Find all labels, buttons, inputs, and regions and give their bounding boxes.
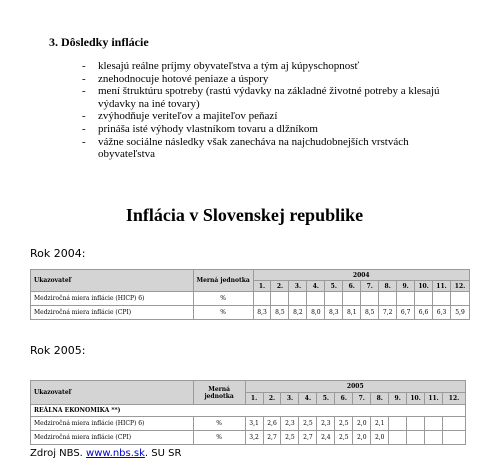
month-header: 4. xyxy=(307,281,325,292)
row-label: Medziročná miera inflácie (CPI) xyxy=(31,306,194,320)
source-suffix: . SU SR xyxy=(144,448,182,459)
table-cell xyxy=(289,292,307,306)
column-header-indicator: Ukazovateľ xyxy=(31,270,194,292)
month-header: 6. xyxy=(335,393,353,405)
table-cell: 3,2 xyxy=(245,431,263,445)
page-title: Inflácia v Slovenskej republike xyxy=(125,205,364,225)
table-cell: 6,7 xyxy=(397,306,415,320)
table-row xyxy=(31,306,470,320)
table-cell: 8,5 xyxy=(361,306,379,320)
month-header: 9. xyxy=(389,393,407,405)
table-cell: 5,9 xyxy=(451,306,470,320)
row-label: Medziročná miera inflácie (HICP) 6) xyxy=(31,292,194,306)
row-label: Medziročná miera inflácie (CPI) xyxy=(31,431,194,445)
table-cell: 2,1 xyxy=(371,417,389,431)
nbs-link[interactable]: www.nbs.sk xyxy=(86,448,145,459)
table-cell xyxy=(343,292,361,306)
table-cell xyxy=(379,292,397,306)
list-item: - klesajú reálne príjmy obyvateľstva a tým aj kúpyschopnosť xyxy=(82,60,360,72)
month-header: 10. xyxy=(407,393,425,405)
month-header: 12. xyxy=(443,393,466,405)
column-header-year: 2005 xyxy=(245,381,465,393)
month-header: 1. xyxy=(245,393,263,405)
table-cell xyxy=(407,431,425,445)
month-header: 6. xyxy=(343,281,361,292)
table-cell: 8,1 xyxy=(343,306,361,320)
table-cell xyxy=(451,292,470,306)
month-header: 5. xyxy=(325,281,343,292)
table-cell: 2,5 xyxy=(335,417,353,431)
table-cell xyxy=(443,431,466,445)
list-item: - znehodnocuje hotové peniaze a úspory xyxy=(82,72,269,85)
table-cell xyxy=(389,417,407,431)
column-header-indicator: Ukazovateľ xyxy=(31,381,194,405)
table-cell: 2,5 xyxy=(335,431,353,445)
inflation-table-2005 xyxy=(30,380,466,445)
table-cell xyxy=(407,417,425,431)
table-cell: 2,0 xyxy=(353,417,371,431)
table-cell xyxy=(307,292,325,306)
section-row-label: REÁLNA EKONOMIKA **) xyxy=(31,405,466,417)
inflation-table-2004 xyxy=(30,269,470,320)
table-cell xyxy=(397,292,415,306)
month-header: 2. xyxy=(271,281,289,292)
month-header: 12. xyxy=(451,281,470,292)
column-header-year: 2004 xyxy=(253,270,469,281)
year-2004-label: Rok 2004: xyxy=(30,247,86,260)
list-item: - vážne sociálne následky však zanecháva na najchudobnejších vrstvách obyvateľstva xyxy=(82,135,409,161)
table-row xyxy=(31,417,466,431)
month-header: 7. xyxy=(353,393,371,405)
table-cell xyxy=(425,417,443,431)
table-cell xyxy=(253,292,271,306)
table-cell: 2,5 xyxy=(281,431,299,445)
table-cell: 2,6 xyxy=(263,417,281,431)
source-note xyxy=(30,448,181,459)
consequences-list xyxy=(82,60,468,161)
table-cell: 8,5 xyxy=(271,306,289,320)
row-unit: % xyxy=(193,292,253,306)
list-item: - zvýhodňuje veriteľov a majiteľov peňazí xyxy=(82,110,278,123)
table-cell: 2,7 xyxy=(299,431,317,445)
table-cell: 2,7 xyxy=(263,431,281,445)
table-row xyxy=(31,431,466,445)
row-unit: % xyxy=(193,306,253,320)
table-cell xyxy=(271,292,289,306)
list-item: - mení štruktúru spotreby (rastú výdavky na základné životné potreby a klesajú výdavky na iné tovary) xyxy=(82,85,440,110)
table-cell: 2,3 xyxy=(317,417,335,431)
row-unit: % xyxy=(193,417,245,431)
table-cell: 2,5 xyxy=(299,417,317,431)
table-cell: 8,0 xyxy=(307,306,325,320)
source-prefix: Zdroj NBS. xyxy=(30,448,87,459)
table-cell xyxy=(415,292,433,306)
month-header: 1. xyxy=(253,281,271,292)
list-item: - prináša isté výhody vlastníkom tovaru a dlžníkom xyxy=(82,122,318,135)
table-cell xyxy=(443,417,466,431)
row-unit: % xyxy=(193,431,245,445)
table-cell: 2,3 xyxy=(281,417,299,431)
month-header: 11. xyxy=(433,281,451,292)
table-cell xyxy=(361,292,379,306)
month-header: 8. xyxy=(371,393,389,405)
row-label: Medziročná miera inflácie (HICP) 6) xyxy=(31,417,194,431)
month-header: 10. xyxy=(415,281,433,292)
table-cell: 2,0 xyxy=(371,431,389,445)
table-cell: 2,0 xyxy=(353,431,371,445)
table-cell: 3,1 xyxy=(245,417,263,431)
table-cell xyxy=(433,292,451,306)
month-header: 7. xyxy=(361,281,379,292)
month-header: 4. xyxy=(299,393,317,405)
table-cell: 8,2 xyxy=(289,306,307,320)
column-header-unit: Merná jednotka xyxy=(193,270,253,292)
month-header: 9. xyxy=(397,281,415,292)
month-header: 11. xyxy=(425,393,443,405)
section-heading: 3. Dôsledky inflácie xyxy=(49,35,149,49)
table-cell xyxy=(325,292,343,306)
table-row xyxy=(31,292,470,306)
table-cell: 2,4 xyxy=(317,431,335,445)
table-cell: 6,6 xyxy=(415,306,433,320)
table-cell xyxy=(425,431,443,445)
month-header: 2. xyxy=(263,393,281,405)
month-header: 3. xyxy=(281,393,299,405)
month-header: 3. xyxy=(289,281,307,292)
table-cell: 8,3 xyxy=(325,306,343,320)
table-cell: 7,2 xyxy=(379,306,397,320)
month-header: 8. xyxy=(379,281,397,292)
table-cell: 8,3 xyxy=(253,306,271,320)
table-section-row xyxy=(31,405,466,417)
column-header-unit: Merná jednotka xyxy=(193,381,245,405)
table-cell xyxy=(389,431,407,445)
month-header: 5. xyxy=(317,393,335,405)
table-cell: 6,3 xyxy=(433,306,451,320)
year-2005-label: Rok 2005: xyxy=(30,344,86,357)
